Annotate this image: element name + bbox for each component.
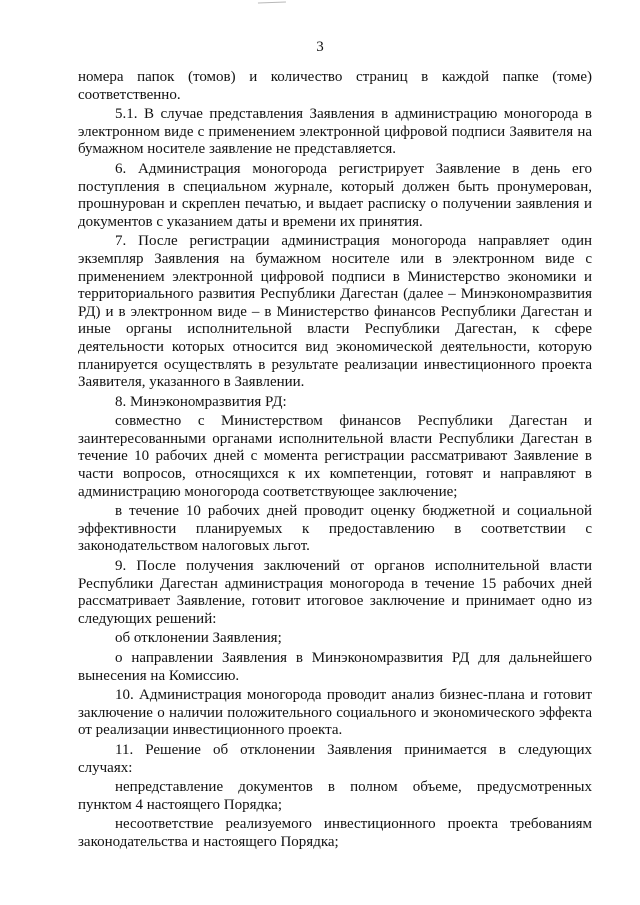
- paragraph-11: 11. Решение об отклонении Заявления принимается в следующих случаях:: [78, 741, 592, 776]
- document-body: [78, 69, 592, 852]
- paragraph-10: 10. Администрация моногорода проводит анализ бизнес-плана и готовит заключение о наличии положительного социального и экономического эффекта от реализации инвестиционного проекта.: [78, 687, 592, 739]
- paragraph-9-item-1: об отклонении Заявления;: [115, 630, 282, 647]
- page-number: 3: [316, 39, 324, 55]
- paragraph-11-item-1: непредставление документов в полном объеме, предусмотренных пунктом 4 настоящего Порядка;: [78, 779, 592, 813]
- paragraph-9: 9. После получения заключений от органов исполнительной власти Республики Дагестан администрация моногорода в течение 15 рабочих дней рассматривает Заявление, готовит итоговое заключение и принимает одно из следующих решений:: [78, 558, 592, 627]
- paragraph-8-item-1: совместно с Министерством финансов Республики Дагестан и заинтересованными органами исполнительной власти Республики Дагестан в течение 10 рабочих дней с момента регистрации рассматривают Заявление в части вопросов, относящихся к их компетенции, готовят и направляют в администрацию моногорода соответствующее заключение;: [78, 413, 592, 500]
- paragraph-5-1: 5.1. В случае представления Заявления в администрацию моногорода в электронном виде с применением электронной цифровой подписи Заявителя на бумажном носителе заявление не представляется.: [78, 106, 592, 158]
- paragraph-7: 7. После регистрации администрация моногорода направляет один экземпляр Заявления на бумажном носителе или в электронном виде с применением электронной цифровой подписи в Министерство экономики и территориального развития Республики Дагестан (далее – Минэкономразвития РД) и в электронном виде – в Министерство финансов Республики Дагестан и иные органы исполнительной власти Республики Дагестан, к сфере деятельности которых относится вид экономической деятельности, которую планируется осуществлять в результате реализации инвестиционного проекта Заявителя, указанного в Заявлении.: [78, 233, 592, 391]
- paragraph-9-item-2: о направлении Заявления в Минэкономразвития РД для дальнейшего вынесения на Комиссию.: [78, 650, 592, 684]
- paragraph-continuation: номера папок (томов) и количество страниц в каждой папке (томе) соответственно.: [78, 69, 592, 103]
- scan-artifact: [258, 2, 286, 7]
- paragraph-8-item-2: в течение 10 рабочих дней проводит оценку бюджетной и социальной эффективности планируемых к предоставлению в соответствии с законодательством налоговых льгот.: [78, 503, 592, 555]
- paragraph-11-item-2: несоответствие реализуемого инвестиционного проекта требованиям законодательства и настоящего Порядка;: [78, 816, 592, 850]
- paragraph-6: 6. Администрация моногорода регистрирует Заявление в день его поступления в специальном журнале, который должен быть пронумерован, прошнурован и скреплен печатью, и выдает расписку о получении заявления и документов с указанием даты и времени их принятия.: [78, 160, 592, 230]
- paragraph-8: 8. Минэкономразвития РД:: [115, 393, 287, 410]
